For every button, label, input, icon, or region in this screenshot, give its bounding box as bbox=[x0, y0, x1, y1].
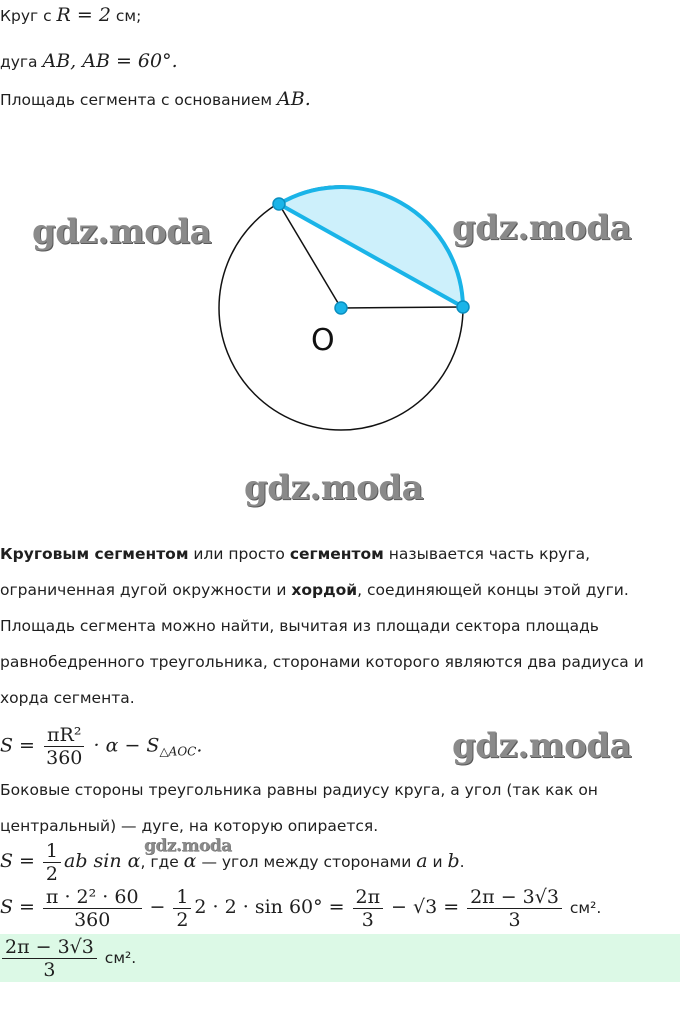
formula-text: ab sin α bbox=[64, 850, 141, 872]
watermark: gdz.moda bbox=[452, 208, 632, 248]
explanation-line bbox=[0, 572, 680, 608]
term-bold: сегментом bbox=[289, 545, 384, 563]
given-line-3 bbox=[0, 88, 311, 110]
explanation-line: хорда сегмента. bbox=[0, 689, 135, 707]
denominator: 2 bbox=[45, 863, 59, 885]
fraction bbox=[43, 886, 142, 931]
unit-text: см². bbox=[104, 949, 137, 967]
fraction bbox=[467, 886, 562, 931]
denominator: 360 bbox=[46, 747, 83, 769]
given-line-2 bbox=[0, 50, 178, 72]
term-bold: хордой bbox=[291, 581, 358, 599]
denominator: 2 bbox=[176, 909, 189, 931]
text: . bbox=[459, 853, 465, 871]
given-math: AB, AB = 60°. bbox=[42, 50, 178, 72]
denominator: 360 bbox=[74, 909, 111, 931]
explanation-paragraph bbox=[0, 536, 680, 716]
formula-calculation bbox=[0, 886, 601, 931]
formula-text: a bbox=[416, 850, 428, 872]
given-text: см; bbox=[115, 7, 142, 25]
watermark: gdz.moda bbox=[244, 468, 424, 508]
point-a bbox=[273, 198, 285, 210]
given-math: R = 2 bbox=[56, 4, 111, 26]
formula-text: S = bbox=[0, 734, 35, 757]
denominator: 3 bbox=[43, 959, 56, 981]
fraction bbox=[353, 886, 384, 931]
explanation-line: центральный) — дуге, на которую опирается. bbox=[0, 817, 379, 835]
point-b bbox=[457, 301, 469, 313]
numerator: πR² bbox=[44, 724, 84, 747]
formula-segment-area bbox=[0, 724, 202, 769]
text: , соединяющей концы этой дуги. bbox=[357, 581, 629, 599]
answer-line bbox=[2, 936, 136, 981]
explanation-line bbox=[0, 536, 680, 572]
given-text: Круг с bbox=[0, 7, 52, 25]
formula-text: b bbox=[447, 850, 460, 872]
formula-text: − bbox=[149, 896, 166, 918]
center-label: O bbox=[311, 323, 335, 358]
numerator: 1 bbox=[173, 886, 191, 909]
given-math: AB. bbox=[277, 88, 311, 110]
formula-text: · α − S bbox=[93, 734, 160, 757]
formula-text: S = bbox=[0, 850, 35, 872]
watermark: gdz.moda bbox=[144, 836, 232, 856]
term-bold: Круговым сегментом bbox=[0, 545, 189, 563]
text: — угол между сторонами bbox=[196, 853, 417, 871]
text: и bbox=[427, 853, 448, 871]
numerator: 2π bbox=[353, 886, 384, 909]
numerator: 1 bbox=[43, 840, 61, 863]
segment-fill bbox=[279, 187, 463, 307]
given-text: Площадь сегмента с основанием bbox=[0, 91, 273, 109]
given-line-1 bbox=[0, 4, 141, 26]
formula-text: α bbox=[183, 850, 197, 872]
formula-text: . bbox=[196, 734, 203, 757]
denominator: 3 bbox=[508, 909, 521, 931]
fraction bbox=[44, 724, 84, 769]
formula-text: − √3 = bbox=[391, 896, 460, 918]
unit-text: см². bbox=[569, 899, 602, 917]
subscript: △AOC bbox=[159, 744, 197, 759]
answer-box bbox=[0, 934, 680, 982]
point-center bbox=[335, 302, 347, 314]
text: , где bbox=[140, 853, 184, 871]
radius-ob bbox=[341, 307, 463, 308]
fraction bbox=[43, 840, 61, 885]
watermark: gdz.moda bbox=[32, 212, 212, 252]
explanation-line: Боковые стороны треугольника равны радиусу круга, а угол (так как он bbox=[0, 781, 598, 799]
numerator: 2π − 3√3 bbox=[467, 886, 562, 909]
text: ограниченная дугой окружности и bbox=[0, 581, 292, 599]
text: называется часть круга, bbox=[383, 545, 591, 563]
fraction bbox=[173, 886, 191, 931]
formula-text: 2 · 2 · sin 60° = bbox=[194, 896, 345, 918]
fraction bbox=[2, 936, 97, 981]
watermark: gdz.moda bbox=[452, 726, 632, 766]
explanation-line: Площадь сегмента можно найти, вычитая из площади сектора площадь bbox=[0, 617, 599, 635]
explanation-paragraph-2 bbox=[0, 772, 680, 844]
numerator: 2π − 3√3 bbox=[2, 936, 97, 959]
explanation-line: равнобедренного треугольника, сторонами которого являются два радиуса и bbox=[0, 653, 644, 671]
given-text: дуга bbox=[0, 53, 38, 71]
text: или просто bbox=[188, 545, 290, 563]
numerator: π · 2² · 60 bbox=[43, 886, 142, 909]
denominator: 3 bbox=[361, 909, 374, 931]
formula-text: S = bbox=[0, 896, 35, 918]
formula-triangle-area bbox=[0, 840, 465, 885]
